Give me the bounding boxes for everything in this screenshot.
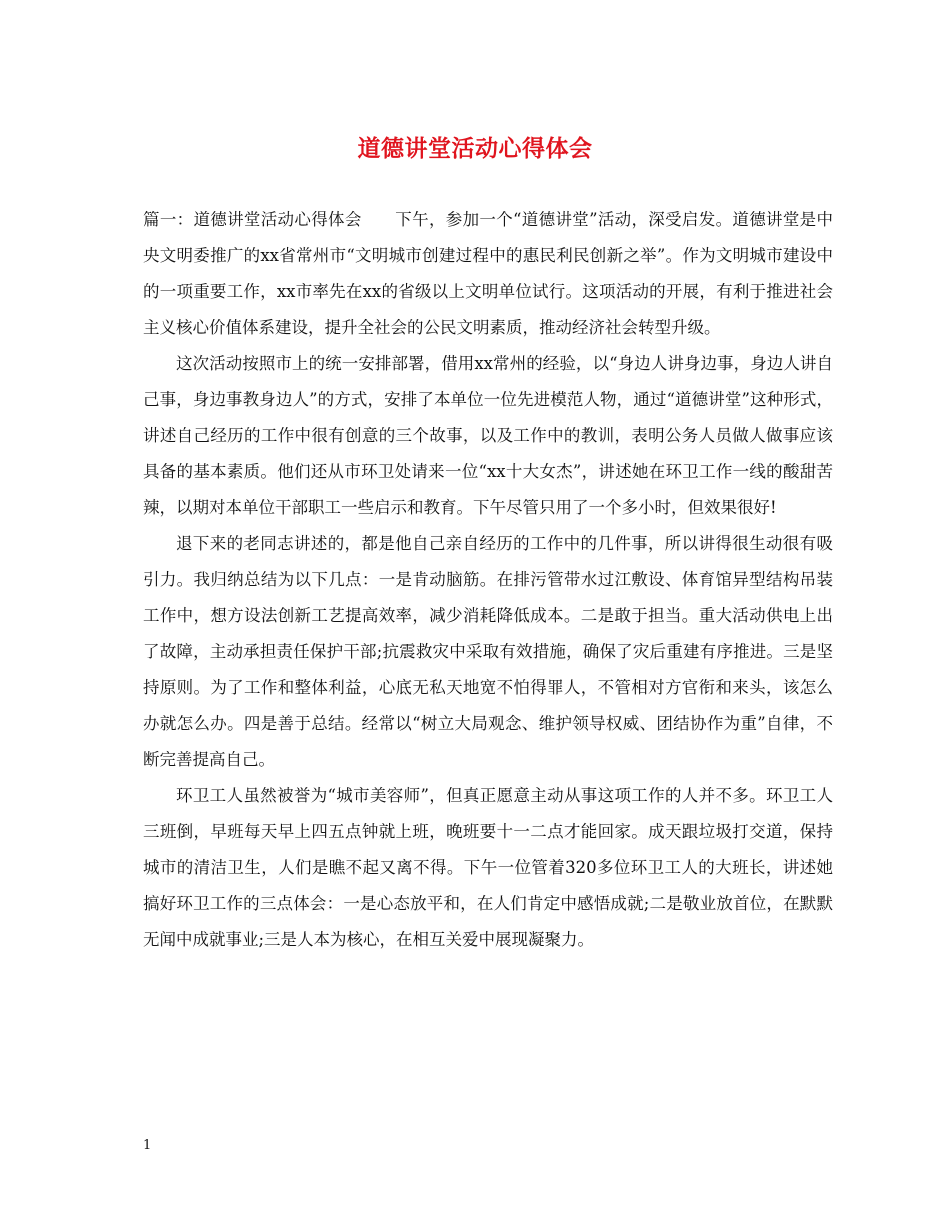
paragraph-2: 这次活动按照市上的统一安排部署，借用xx常州的经验，以“身边人讲身边事，身边人讲自己事，身边事教身边人”的方式，安排了本单位一位先进模范人物，通过“道德讲堂”这种形式，讲述自己经历的工作中很有创意的三个故事，以及工作中的教训，表明公务人员做人做事应该具备的基本素质。他们还从市环卫处请来一位“xx十大女杰”，讲述她在环卫工作一线的酸甜苦辣，以期对本单位干部职工一些启示和教育。下午尽管只用了一个多小时，但效果很好! bbox=[143, 354, 833, 517]
paragraph-4: 环卫工人虽然被誉为“城市美容师”，但真正愿意主动从事这项工作的人并不多。环卫工人三班倒，早班每天早上四五点钟就上班，晚班要十一二点才能回家。成天跟垃圾打交道，保持城市的清洁卫生，人们是瞧不起又离不得。下午一位管着320多位环卫工人的大班长，讲述她搞好环卫工作的三点体会：一是心态放平和，在人们肯定中感悟成就;二是敬业放首位，在默默无闻中成就事业;三是人本为核心，在相互关爱中展现凝聚力。 bbox=[143, 786, 833, 949]
document-title: 道德讲堂活动心得体会 bbox=[357, 135, 593, 162]
document-body bbox=[143, 202, 833, 958]
paragraph-1: 篇一：道德讲堂活动心得体会 下午，参加一个“道德讲堂”活动，深受启发。道德讲堂是中央文明委推广的xx省常州市“文明城市创建过程中的惠民利民创新之举”。作为文明城市建设中的一项重要工作，xx市率先在xx的省级以上文明单位试行。这项活动的开展，有利于推进社会主义核心价值体系建设，提升全社会的公民文明素质，推动经济社会转型升级。 bbox=[143, 210, 833, 337]
page-number: 1 bbox=[143, 1138, 152, 1153]
paragraph-3: 退下来的老同志讲述的，都是他自己亲自经历的工作中的几件事，所以讲得很生动很有吸引力。我归纳总结为以下几点：一是肯动脑筋。在排污管带水过江敷设、体育馆异型结构吊装工作中，想方设法创新工艺提高效率，减少消耗降低成本。二是敢于担当。重大活动供电上出了故障，主动承担责任保护干部;抗震救灾中采取有效措施，确保了灾后重建有序推进。三是坚持原则。为了工作和整体利益，心底无私天地宽不怕得罪人，不管相对方官衔和来头，该怎么办就怎么办。四是善于总结。经常以“树立大局观念、维护领导权威、团结协作为重”自律，不断完善提高自己。 bbox=[143, 534, 833, 769]
